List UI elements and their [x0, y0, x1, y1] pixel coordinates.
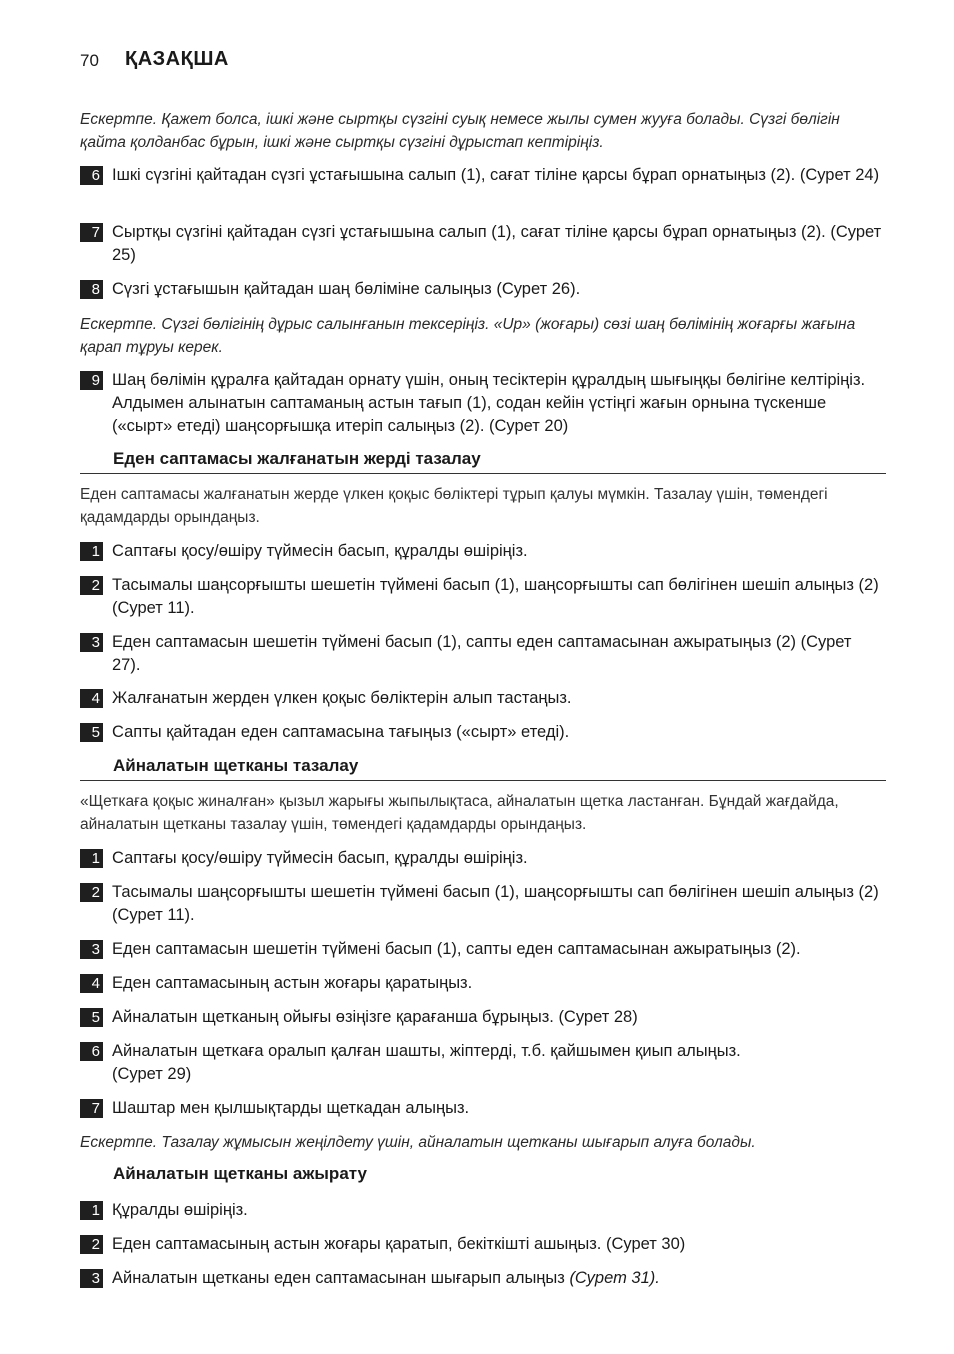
note-brush-removable: Ескертпе. Тазалау жұмысын жеңілдету үшін, айналатын щетканы шығарып алуға болады.	[80, 1134, 756, 1151]
step-text: Айналатын щетканың ойығы өзіңізге қарағанша бұрыңыз. (Сурет 28)	[112, 1008, 638, 1026]
section-heading-nozzle-connection	[80, 449, 886, 474]
step-number: 1	[80, 849, 103, 868]
section-title: Еден саптамасы жалғанатын жерді тазалау	[113, 449, 481, 468]
step-text: Шаштар мен қылшықтарды щеткадан алыңыз.	[112, 1099, 470, 1117]
step-text: Сыртқы сүзгіні қайтадан сүзгі ұстағышына салып (1), сағат тіліне қарсы бұрап орнатыңыз (2). (Сурет 25)	[112, 223, 882, 264]
step-number: 8	[80, 280, 103, 299]
step-number: 5	[80, 1008, 103, 1027]
step-text: Еден саптамасының астын жоғары қаратыңыз.	[112, 974, 473, 992]
section-title: Айналатын щетканы тазалау	[113, 756, 359, 775]
note-filter-wash: Ескертпе. Қажет болса, ішкі және сыртқы сүзгіні суық немесе жылы сумен жууға болады. Сүзгі бөлігін қайта қолданбас бұрын, ішкі және сыртқы сүзгіні дұрыстап кептіріңіз.	[80, 111, 840, 151]
section-intro: «Щеткаға қоқыс жиналған» қызыл жарығы жыпылықтаса, айналатын щетка ластанған. Бұндай жағдайда, айналатын щетканы тазалау үшін, төмендегі қадамдарды орындаңыз.	[80, 793, 839, 833]
step-number: 6	[80, 1042, 103, 1061]
step-number: 2	[80, 1235, 103, 1254]
step-text: Шаң бөлімін құралға қайтадан орнату үшін, оның тесіктерін құралдың шығыңқы бөлігіне келтіріңіз. Алдымен алынатын саптаманың астын тағып (1), содан кейін үстіңгі жағын орнына түскенше («сырт» етеді) шаңсорғышқа итеріп салыңыз (2). (Сурет 20)	[112, 371, 866, 435]
step-number: 6	[80, 166, 103, 185]
step-number: 2	[80, 576, 103, 595]
step-body: Айналатын щетканы еден саптамасынан шығарып алыңыз	[112, 1269, 565, 1287]
step-number: 4	[80, 974, 103, 993]
step-text: Айналатын щеткаға оралып қалған шашты, жіптерді, т.б. қайшымен қиып алыңыз. (Сурет 29)	[112, 1042, 741, 1083]
step-text: Тасымалы шаңсорғышты шешетін түймені басып (1), шаңсорғышты сап бөлігінен шешіп алыңыз (2) (Сурет 11).	[112, 883, 879, 924]
step-number: 7	[80, 223, 103, 242]
step-number: 3	[80, 1269, 103, 1288]
step-text: Сүзгі ұстағышын қайтадан шаң бөліміне салыңыз (Сурет 26).	[112, 280, 581, 298]
step-number: 5	[80, 723, 103, 742]
step-number: 1	[80, 542, 103, 561]
step-text: Еден саптамасын шешетін түймені басып (1), сапты еден саптамасынан ажыратыңыз (2) (Сурет 27).	[112, 633, 852, 674]
step-text: Саптағы қосу/өшіру түймесін басып, құралды өшіріңіз.	[112, 849, 528, 867]
step-number: 9	[80, 371, 103, 390]
section-heading-brush-removal	[80, 1164, 886, 1188]
step-text: Ішкі сүзгіні қайтадан сүзгі ұстағышына салып (1), сағат тіліне қарсы бұрап орнатыңыз (2). (Сурет 24)	[112, 166, 880, 184]
step-text: Жалғанатын жерден үлкен қоқыс бөліктерін алып тастаңыз.	[112, 689, 572, 707]
step-number: 3	[80, 940, 103, 959]
figure-reference: (Сурет 31).	[569, 1269, 660, 1287]
step-text: Саптағы қосу/өшіру түймесін басып, құралды өшіріңіз.	[112, 542, 528, 560]
step-number: 7	[80, 1099, 103, 1118]
step-text: Еден саптамасын шешетін түймені басып (1), сапты еден саптамасынан ажыратыңыз (2).	[112, 940, 801, 958]
language-title: ҚАЗАҚША	[125, 48, 229, 70]
step-text	[112, 1267, 882, 1290]
step-number: 4	[80, 689, 103, 708]
step-text: Еден саптамасының астын жоғары қаратып, бекіткішті ашыңыз. (Сурет 30)	[112, 1235, 686, 1253]
section-heading-brush-cleaning	[80, 756, 886, 781]
step-text: Тасымалы шаңсорғышты шешетін түймені басып (1), шаңсорғышты сап бөлігінен шешіп алыңыз (2) (Сурет 11).	[112, 576, 879, 617]
section-title: Айналатын щетканы ажырату	[113, 1164, 367, 1183]
step-number: 1	[80, 1201, 103, 1220]
step-number: 2	[80, 883, 103, 902]
page-number: 70	[80, 51, 99, 70]
note-filter-up: Ескертпе. Сүзгі бөлігінің дұрыс салынғанын тексеріңіз. «Up» (жоғары) сөзі шаң бөлімінің жоғарғы жағына қарап тұруы керек.	[80, 316, 856, 356]
step-text: Құралды өшіріңіз.	[112, 1201, 248, 1219]
section-intro: Еден саптамасы жалғанатын жерде үлкен қоқыс бөліктері тұрып қалуы мүмкін. Тазалау үшін, төмендегі қадамдарды орындаңыз.	[80, 486, 828, 526]
step-text: Сапты қайтадан еден саптамасына тағыңыз («сырт» етеді).	[112, 723, 570, 741]
step-number: 3	[80, 633, 103, 652]
